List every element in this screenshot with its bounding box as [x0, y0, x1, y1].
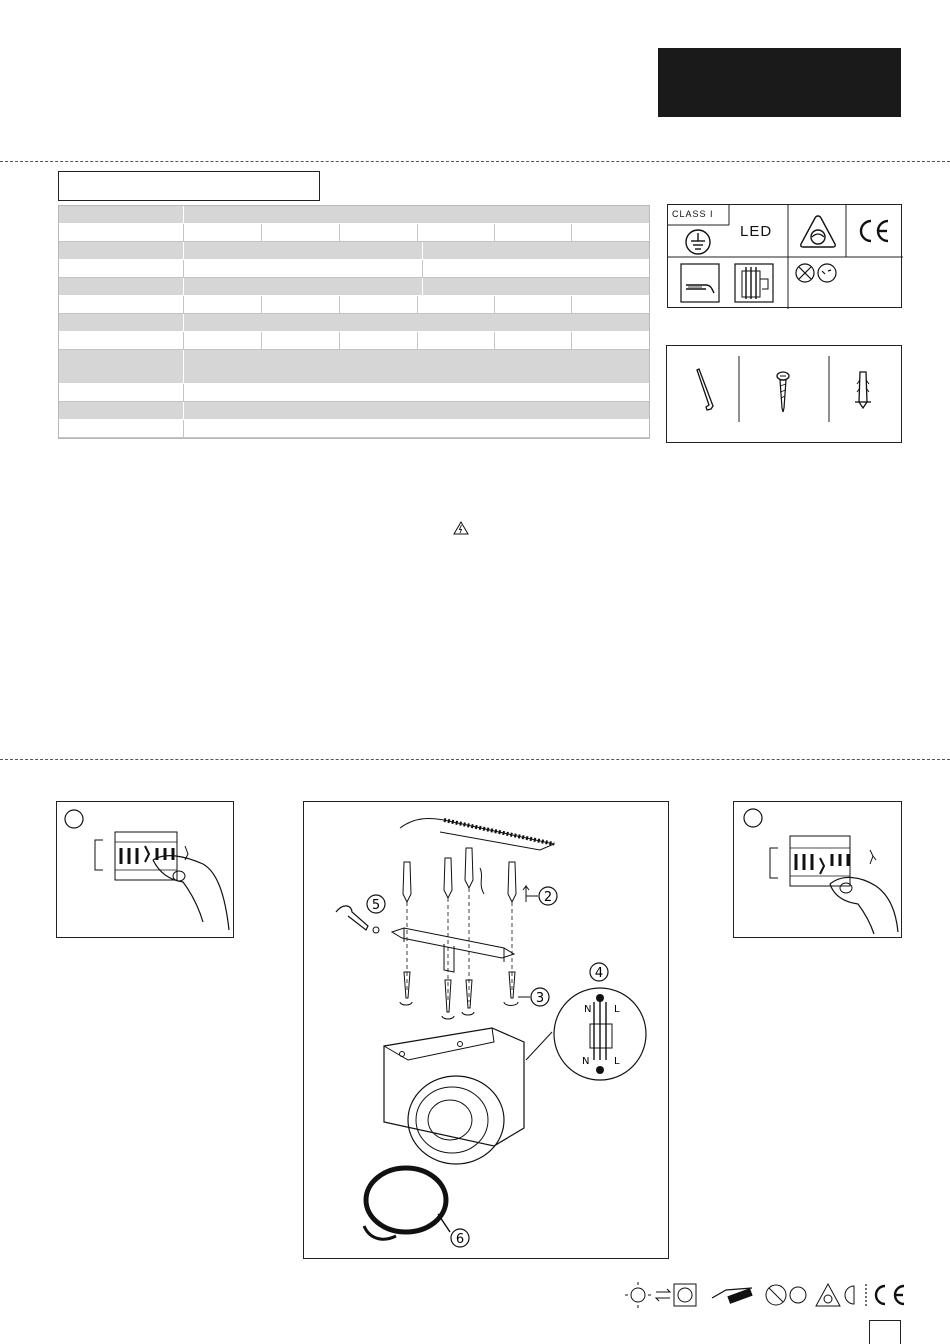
figure-installation — [303, 801, 669, 1259]
svg-text:4: 4 — [594, 966, 604, 981]
triangle-mark-icon — [816, 1284, 840, 1306]
table-row — [59, 420, 649, 438]
step-callout-6 — [438, 1214, 469, 1247]
table-row — [59, 350, 649, 384]
tools-panel — [666, 345, 902, 443]
no-tools-icon — [766, 1285, 806, 1305]
breaker-on-illustration — [734, 802, 901, 937]
warning-icon — [453, 521, 469, 535]
step-callout-4 — [590, 963, 608, 981]
footer-symbols — [622, 1280, 908, 1310]
table-row — [59, 242, 649, 260]
strip-wire-icon — [680, 263, 720, 303]
wire-live-bottom: L — [614, 1056, 620, 1067]
earth-ground-icon — [682, 227, 714, 257]
certification-panel — [667, 204, 902, 308]
table-row — [59, 296, 649, 314]
step-callout-2 — [523, 886, 557, 905]
installation-illustration — [304, 802, 668, 1258]
table-row — [59, 278, 649, 296]
wire-live-top: L — [614, 1004, 620, 1015]
spec-title-box — [58, 171, 320, 201]
triangle-mark-icon — [798, 213, 838, 251]
header-black-box — [658, 48, 901, 117]
figure-switch-off — [56, 801, 234, 938]
allen-key-icon — [691, 366, 721, 416]
table-row — [59, 224, 649, 242]
svg-text:2: 2 — [543, 890, 553, 905]
divider-bottom — [0, 759, 950, 760]
table-row — [59, 260, 649, 278]
wire-neutral-bottom: N — [582, 1056, 590, 1067]
wall-plug-icon — [851, 368, 875, 412]
svg-text:5: 5 — [371, 898, 381, 913]
cable-icon — [712, 1288, 753, 1304]
step-circle — [65, 810, 83, 828]
ce-mark-icon — [856, 217, 892, 245]
figure-switch-on — [733, 801, 902, 938]
step-circle — [744, 809, 762, 827]
svg-text:6: 6 — [455, 1232, 465, 1247]
table-row — [59, 314, 649, 332]
no-tools-icon — [794, 262, 840, 284]
table-row — [59, 402, 649, 420]
wire-neutral-top: N — [584, 1004, 592, 1015]
divider-top — [0, 161, 950, 162]
half-moon-icon — [845, 1284, 866, 1306]
step-callout-5 — [367, 895, 385, 913]
screw-icon — [771, 370, 795, 414]
page-number-box — [869, 1320, 901, 1344]
table-row — [59, 384, 649, 402]
spec-table — [58, 205, 650, 439]
breaker-off-illustration — [57, 802, 233, 937]
lamp-swap-icon — [625, 1282, 696, 1308]
class-label: CLASS I — [672, 209, 714, 219]
wiring-detail — [554, 988, 646, 1080]
ce-mark-icon — [876, 1286, 904, 1304]
svg-text:3: 3 — [535, 991, 545, 1006]
table-row — [59, 332, 649, 350]
terminal-icon — [734, 263, 774, 303]
table-row — [59, 206, 649, 224]
step-callout-3 — [518, 988, 549, 1006]
led-label: LED — [740, 223, 773, 240]
